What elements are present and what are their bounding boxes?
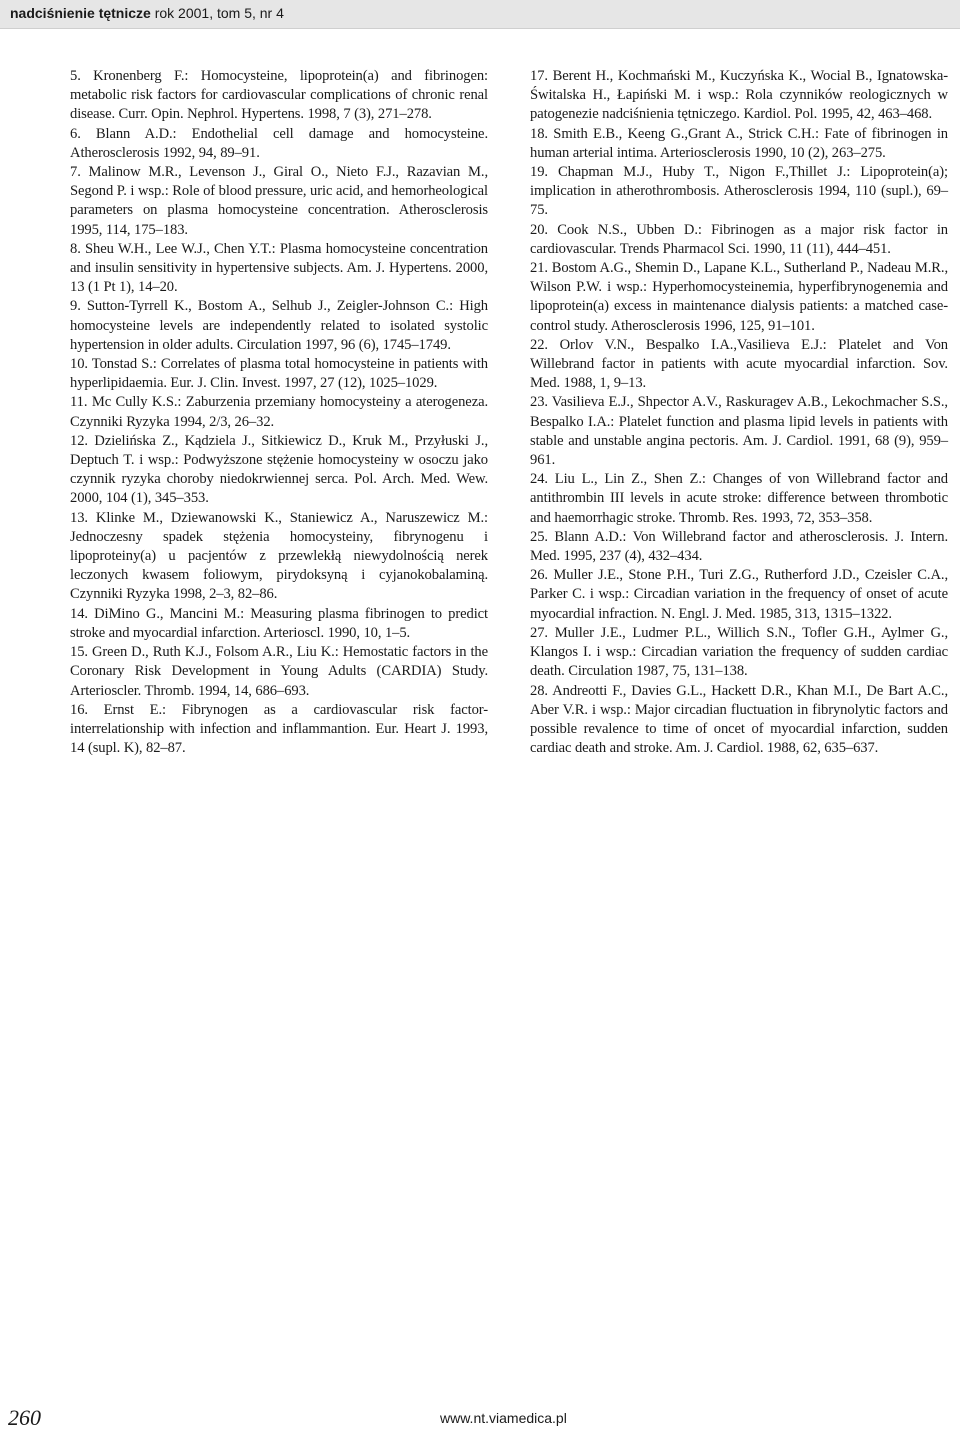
reference-item: 12. Dzielińska Z., Kądziela J., Sitkiewicz D., Kruk M., Przyłuski J., Deptuch T. i wsp.: Podwyższone stężenie homocysteiny w osoczu jako czynnik ryzyka choroby niedokrwiennej serca. Pol. Arch. Med. Wew. 2000, 104 (1), 345–353. [70,432,488,507]
reference-item: 26. Muller J.E., Stone P.H., Turi Z.G., Rutherford J.D., Czeisler C.A., Parker C. i wsp.: Circadian variation in the frequency of onset of acute myocardial infraction. N. Engl. J. Med. 1985, 313, 1315–1322. [530,567,948,622]
reference-item: 17. Berent H., Kochmański M., Kuczyńska K., Wocial B., Ignatowska-Świtalska H., Łapiński M. i wsp.: Rola czynników reologicznych w patogenezie nadciśnienia tętniczego. Kardiol. Pol. 1995, 42, 463–468. [530,68,948,123]
reference-item: 15. Green D., Ruth K.J., Folsom A.R., Liu K.: Hemostatic factors in the Coronary Risk Development in Young Adults (CARDIA) Study. Arterioscler. Thromb. 1994, 14, 686–693. [70,644,488,699]
reference-item: 11. Mc Cully K.S.: Zaburzenia przemiany homocysteiny a aterogeneza. Czynniki Ryzyka 1994, 2/3, 26–32. [70,394,488,430]
reference-item: 21. Bostom A.G., Shemin D., Lapane K.L., Sutherland P., Nadeau M.R., Wilson P.W. i wsp.: Hyperhomocysteinemia, hyperfibrynogenemia and lipoprotein(a) excess in maintenance dialysis patients: a matched case-control study. Atherosclerosis 1996, 125, 91–101. [530,260,948,334]
reference-item: 19. Chapman M.J., Huby T., Nigon F.,Thillet J.: Lipoprotein(a); implication in atherothrombosis. Atherosclerosis 1994, 110 (supl.), 69–75. [530,164,948,219]
reference-item: 7. Malinow M.R., Levenson J., Giral O., Nieto F.J., Razavian M., Segond P. i wsp.: Role of blood pressure, uric acid, and hemorheological parameters on plasma homocysteine concentration. Atherosclerosis 1995, 114, 175–183. [70,164,488,238]
reference-item: 13. Klinke M., Dziewanowski K., Staniewicz A., Naruszewicz M.: Jednoczesny spadek stężenia homocysteiny, fibrynogenu i lipoproteiny(a) u pacjentów z przewlekłą niewydolnością nerek leczonych kwasem foliowym, pirydoksyną i cyjanokobalaminą. Czynniki Ryzyka 1998, 2–3, 82–86. [70,509,488,603]
references-left-column [70,67,488,758]
reference-item: 6. Blann A.D.: Endothelial cell damage and homocysteine. Atherosclerosis 1992, 94, 89–91. [70,125,488,161]
reference-item: 25. Blann A.D.: Von Willebrand factor and atherosclerosis. J. Intern. Med. 1995, 237 (4), 432–434. [530,528,948,565]
journal-header-bar [0,0,960,29]
reference-item: 5. Kronenberg F.: Homocysteine, lipoprotein(a) and fibrinogen: metabolic risk factors for cardiovascular complications of chronic renal disease. Curr. Opin. Nephrol. Hypertens. 1998, 7 (3), 271–278. [70,68,488,123]
page-number: 260 [8,1405,41,1430]
reference-item: 20. Cook N.S., Ubben D.: Fibrinogen as a major risk factor in cardiovascular. Trends Pharmacol Sci. 1990, 11 (11), 444–451. [530,221,948,257]
reference-item: 22. Orlov V.N., Bespalko I.A.,Vasilieva E.J.: Platelet and Von Willebrand factor in patients with acute myocardial infarction. Sov. Med. 1988, 1, 9–13. [530,336,948,392]
reference-item: 9. Sutton-Tyrrell K., Bostom A., Selhub J., Zeigler-Johnson C.: High homocysteine levels are independently related to isolated systolic hypertension in older adults. Circulation 1997, 96 (6), 1745–1749. [70,298,488,353]
journal-title: nadciśnienie tętnicze [10,5,151,21]
reference-item: 18. Smith E.B., Keeng G.,Grant A., Strick C.H.: Fate of fibrinogen in human arterial intima. Arteriosclerosis 1990, 10 (2), 263–275. [530,125,948,161]
running-header [10,5,284,21]
footer-url: www.nt.viamedica.pl [440,1410,567,1426]
reference-item: 16. Ernst E.: Fibrynogen as a cardiovascular risk factor- interrelationship with infection and inflammantion. Eur. Heart J. 1993, 14 (supl. K), 82–87. [70,701,488,757]
reference-item: 10. Tonstad S.: Correlates of plasma total homocysteine in patients with hyperlipidaemia. Eur. J. Clin. Invest. 1997, 27 (12), 1025–1029. [70,356,488,392]
reference-item: 24. Liu L., Lin Z., Shen Z.: Changes of von Willebrand factor and antithrombin III levels in acute stroke: difference between thrombotic and haemorrhagic stroke. Thromb. Res. 1993, 72, 353–358. [530,471,948,526]
reference-item: 14. DiMino G., Mancini M.: Measuring plasma fibrinogen to predict stroke and myocardial infarction. Arterioscl. 1990, 10, 1–5. [70,605,488,641]
reference-item: 27. Muller J.E., Ludmer P.L., Willich S.N., Tofler G.H., Aylmer G., Klangos I. i wsp.: Circadian variation the frequency of sudden cardiac death. Circulation 1987, 75, 131–138. [530,624,948,680]
references-right-column [530,67,948,758]
reference-item: 28. Andreotti F., Davies G.L., Hackett D.R., Khan M.I., De Bart A.C., Aber V.R. i wsp.: Major circadian fluctuation in fibrynolytic factors and possible revalence to time of oncet of myocardial infarction, sudden cardiac death and stroke. Am. J. Cardiol. 1988, 62, 635–637. [530,682,948,757]
issue-info: rok 2001, tom 5, nr 4 [150,5,284,21]
reference-item: 8. Sheu W.H., Lee W.J., Chen Y.T.: Plasma homocysteine concentration and insulin sensitivity in hypertensive subjects. Am. J. Hypertens. 2000, 13 (1 Pt 1), 14–20. [70,240,488,296]
reference-item: 23. Vasilieva E.J., Shpector A.V., Raskuragev A.B., Lekochmacher S.S., Bespalko I.A.: Platelet function and plasma lipid levels in patients with stable and unstable angina pectoris. Am. J. Cardiol. 1991, 68 (9), 959–961. [530,394,948,469]
